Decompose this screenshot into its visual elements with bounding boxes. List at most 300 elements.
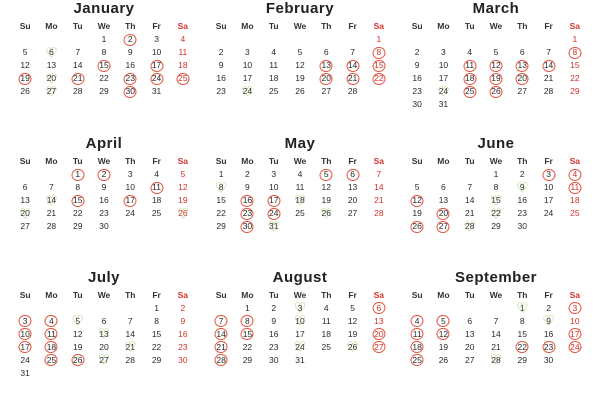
day-cell[interactable]: [234, 181, 260, 194]
day-cell-hearted[interactable]: [12, 207, 38, 220]
day-cell[interactable]: [170, 33, 196, 46]
day-cell[interactable]: [170, 328, 196, 341]
day-cell[interactable]: [457, 181, 483, 194]
day-cell[interactable]: [483, 315, 509, 328]
day-cell[interactable]: [483, 168, 509, 181]
day-cell[interactable]: [509, 328, 535, 341]
day-cell[interactable]: [261, 341, 287, 354]
day-cell[interactable]: [562, 85, 588, 98]
day-cell[interactable]: [117, 181, 143, 194]
day-cell[interactable]: [143, 315, 169, 328]
day-cell[interactable]: [12, 46, 38, 59]
day-cell-circled[interactable]: [91, 168, 117, 181]
day-cell-circled[interactable]: [12, 328, 38, 341]
day-number: 23: [268, 341, 279, 352]
day-cell[interactable]: [562, 194, 588, 207]
day-cell-circled[interactable]: [208, 315, 234, 328]
day-cell[interactable]: [208, 194, 234, 207]
day-cell[interactable]: [91, 341, 117, 354]
day-cell[interactable]: [562, 59, 588, 72]
day-cell[interactable]: [117, 354, 143, 367]
day-cell-circled[interactable]: [313, 168, 339, 181]
day-cell[interactable]: [457, 207, 483, 220]
day-cell-circled[interactable]: [366, 72, 392, 85]
day-cell-circled[interactable]: [313, 59, 339, 72]
day-cell-hearted[interactable]: [117, 341, 143, 354]
day-cell[interactable]: [38, 181, 64, 194]
day-cell[interactable]: [234, 46, 260, 59]
day-cell[interactable]: [430, 59, 456, 72]
day-cell[interactable]: [91, 46, 117, 59]
day-cell[interactable]: [287, 85, 313, 98]
day-cell[interactable]: [313, 328, 339, 341]
day-cell-circled[interactable]: [430, 315, 456, 328]
day-cell[interactable]: [430, 72, 456, 85]
day-cell[interactable]: [535, 354, 561, 367]
day-cell-hearted[interactable]: [91, 328, 117, 341]
day-number: 3: [546, 169, 551, 180]
day-cell[interactable]: [261, 168, 287, 181]
day-cell[interactable]: [170, 168, 196, 181]
day-cell-circled[interactable]: [339, 168, 365, 181]
day-cell-circled[interactable]: [117, 72, 143, 85]
day-cell[interactable]: [261, 46, 287, 59]
day-cell[interactable]: [261, 181, 287, 194]
day-cell[interactable]: [91, 207, 117, 220]
day-cell[interactable]: [339, 46, 365, 59]
day-cell-hearted[interactable]: [38, 72, 64, 85]
day-cell[interactable]: [483, 328, 509, 341]
day-cell-circled[interactable]: [404, 315, 430, 328]
day-cell[interactable]: [457, 46, 483, 59]
day-cell-hearted[interactable]: [535, 315, 561, 328]
day-cell[interactable]: [287, 207, 313, 220]
day-cell[interactable]: [143, 168, 169, 181]
day-cell-circled[interactable]: [366, 302, 392, 315]
day-cell-circled[interactable]: [339, 59, 365, 72]
day-cell[interactable]: [170, 354, 196, 367]
day-number: 30: [178, 354, 188, 365]
day-cell-circled[interactable]: [65, 168, 91, 181]
day-number: 17: [438, 73, 449, 83]
day-cell[interactable]: [430, 354, 456, 367]
day-cell[interactable]: [143, 328, 169, 341]
day-cell-circled[interactable]: [234, 220, 260, 233]
day-number: 20: [347, 195, 358, 206]
day-cell-hearted[interactable]: [483, 194, 509, 207]
day-cell-circled[interactable]: [143, 72, 169, 85]
day-number: 14: [491, 328, 501, 339]
day-cell[interactable]: [261, 354, 287, 367]
day-cell-circled[interactable]: [404, 341, 430, 354]
day-cell[interactable]: [366, 33, 392, 46]
day-cell[interactable]: [509, 46, 535, 59]
day-cell[interactable]: [509, 194, 535, 207]
day-cell-circled[interactable]: [234, 207, 260, 220]
day-cell[interactable]: [483, 46, 509, 59]
day-number: 11: [295, 182, 305, 193]
day-cell[interactable]: [313, 194, 339, 207]
day-cell[interactable]: [117, 59, 143, 72]
day-cell-circled[interactable]: [117, 33, 143, 46]
day-cell[interactable]: [143, 85, 169, 98]
day-cell[interactable]: [208, 207, 234, 220]
day-cell-circled[interactable]: [234, 328, 260, 341]
day-cell-circled[interactable]: [404, 194, 430, 207]
day-cell[interactable]: [143, 302, 169, 315]
day-cell[interactable]: [170, 46, 196, 59]
day-cell-circled[interactable]: [339, 72, 365, 85]
day-cell[interactable]: [287, 354, 313, 367]
day-cell-circled[interactable]: [143, 181, 169, 194]
day-cell[interactable]: [287, 59, 313, 72]
day-cell[interactable]: [208, 85, 234, 98]
day-cell[interactable]: [287, 328, 313, 341]
day-cell-circled[interactable]: [535, 168, 561, 181]
day-cell-hearted[interactable]: [509, 181, 535, 194]
day-cell[interactable]: [38, 59, 64, 72]
day-cell[interactable]: [535, 181, 561, 194]
day-cell[interactable]: [313, 341, 339, 354]
day-cell[interactable]: [457, 341, 483, 354]
day-cell[interactable]: [234, 59, 260, 72]
day-cell-circled[interactable]: [313, 72, 339, 85]
day-cell-hearted[interactable]: [313, 207, 339, 220]
day-cell-hearted[interactable]: [287, 341, 313, 354]
day-cell-circled[interactable]: [562, 302, 588, 315]
day-number: 10: [20, 328, 30, 339]
day-cell-circled[interactable]: [38, 315, 64, 328]
day-cell[interactable]: [208, 59, 234, 72]
day-cell-circled[interactable]: [509, 59, 535, 72]
day-cell[interactable]: [170, 302, 196, 315]
day-cell[interactable]: [12, 85, 38, 98]
day-cell-circled[interactable]: [117, 194, 143, 207]
day-cell-empty: [313, 33, 339, 46]
day-cell[interactable]: [339, 181, 365, 194]
day-cell-circled[interactable]: [509, 72, 535, 85]
weekday-header-row: [12, 21, 196, 31]
day-cell-circled[interactable]: [208, 328, 234, 341]
day-cell[interactable]: [65, 46, 91, 59]
day-cell-hearted[interactable]: [91, 354, 117, 367]
day-cell-hearted[interactable]: [287, 302, 313, 315]
day-cell-circled[interactable]: [143, 59, 169, 72]
day-cell[interactable]: [65, 220, 91, 233]
day-cell[interactable]: [430, 181, 456, 194]
day-cell[interactable]: [12, 59, 38, 72]
day-cell[interactable]: [404, 85, 430, 98]
day-cell[interactable]: [38, 207, 64, 220]
day-number: 24: [242, 86, 253, 96]
day-cell[interactable]: [287, 72, 313, 85]
day-cell[interactable]: [261, 72, 287, 85]
day-cell[interactable]: [535, 85, 561, 98]
day-cell-circled[interactable]: [535, 341, 561, 354]
day-cell-circled[interactable]: [170, 72, 196, 85]
day-cell-circled[interactable]: [65, 72, 91, 85]
day-cell[interactable]: [12, 367, 38, 380]
day-cell[interactable]: [261, 59, 287, 72]
day-cell-hearted[interactable]: [287, 194, 313, 207]
day-cell[interactable]: [562, 33, 588, 46]
day-number: 5: [297, 47, 303, 57]
day-cell[interactable]: [509, 315, 535, 328]
day-cell-circled[interactable]: [404, 328, 430, 341]
day-cell[interactable]: [457, 194, 483, 207]
day-cell[interactable]: [143, 46, 169, 59]
day-cell[interactable]: [234, 72, 260, 85]
day-cell[interactable]: [261, 302, 287, 315]
day-cell-circled[interactable]: [261, 207, 287, 220]
day-cell-circled[interactable]: [562, 168, 588, 181]
day-cell[interactable]: [339, 328, 365, 341]
day-cell-circled[interactable]: [208, 354, 234, 367]
day-cell[interactable]: [509, 85, 535, 98]
day-cell[interactable]: [535, 72, 561, 85]
day-number: 19: [347, 328, 358, 339]
day-cell-circled[interactable]: [457, 59, 483, 72]
day-cell[interactable]: [339, 207, 365, 220]
day-cell[interactable]: [234, 168, 260, 181]
day-cell-circled[interactable]: [12, 72, 38, 85]
weekday-header: Tu: [464, 21, 475, 31]
day-cell-circled[interactable]: [430, 328, 456, 341]
day-cell[interactable]: [12, 194, 38, 207]
day-cell-circled[interactable]: [12, 315, 38, 328]
day-cell-circled[interactable]: [234, 194, 260, 207]
day-cell-circled[interactable]: [457, 85, 483, 98]
day-cell[interactable]: [170, 181, 196, 194]
day-cell-empty: [430, 302, 456, 315]
day-cell[interactable]: [404, 98, 430, 111]
day-cell[interactable]: [117, 328, 143, 341]
day-cell-circled[interactable]: [261, 194, 287, 207]
day-cell[interactable]: [535, 302, 561, 315]
day-cell[interactable]: [313, 46, 339, 59]
day-cell-circled[interactable]: [404, 220, 430, 233]
day-cell[interactable]: [91, 194, 117, 207]
day-cell[interactable]: [170, 194, 196, 207]
day-cell[interactable]: [117, 315, 143, 328]
day-number: 4: [271, 47, 277, 57]
day-cell[interactable]: [562, 315, 588, 328]
day-cell-circled[interactable]: [509, 341, 535, 354]
day-cell[interactable]: [535, 328, 561, 341]
day-cell-hearted[interactable]: [483, 207, 509, 220]
day-cell[interactable]: [535, 194, 561, 207]
day-cell[interactable]: [313, 302, 339, 315]
day-cell[interactable]: [91, 85, 117, 98]
day-cell-circled[interactable]: [562, 181, 588, 194]
day-cell-circled[interactable]: [457, 72, 483, 85]
day-cell-hearted[interactable]: [234, 85, 260, 98]
day-cell[interactable]: [143, 341, 169, 354]
day-cell[interactable]: [208, 168, 234, 181]
day-cell-hearted[interactable]: [339, 341, 365, 354]
day-cell[interactable]: [483, 220, 509, 233]
day-cell[interactable]: [234, 302, 260, 315]
day-cell-circled[interactable]: [366, 341, 392, 354]
day-cell-hearted[interactable]: [38, 194, 64, 207]
day-cell[interactable]: [234, 354, 260, 367]
day-cell[interactable]: [339, 302, 365, 315]
day-cell[interactable]: [313, 85, 339, 98]
day-cell[interactable]: [535, 46, 561, 59]
day-cell[interactable]: [430, 46, 456, 59]
day-cell[interactable]: [339, 315, 365, 328]
day-number: 16: [125, 60, 136, 70]
day-cell[interactable]: [12, 181, 38, 194]
day-cell[interactable]: [313, 315, 339, 328]
day-cell[interactable]: [509, 207, 535, 220]
day-cell[interactable]: [117, 46, 143, 59]
day-cell[interactable]: [91, 33, 117, 46]
day-cell[interactable]: [562, 72, 588, 85]
day-cell-hearted[interactable]: [208, 181, 234, 194]
day-cell[interactable]: [234, 341, 260, 354]
day-number: 25: [570, 208, 580, 219]
day-cell[interactable]: [65, 341, 91, 354]
day-number: 17: [543, 195, 554, 206]
day-number: 31: [20, 367, 30, 378]
day-cell-hearted[interactable]: [38, 46, 64, 59]
day-cell-hearted[interactable]: [430, 85, 456, 98]
day-cell[interactable]: [339, 194, 365, 207]
day-number: 3: [245, 47, 250, 57]
day-cell[interactable]: [562, 207, 588, 220]
day-cell[interactable]: [208, 72, 234, 85]
day-cell[interactable]: [366, 315, 392, 328]
day-cell[interactable]: [117, 207, 143, 220]
day-cell-hearted[interactable]: [287, 315, 313, 328]
day-cell-circled[interactable]: [12, 341, 38, 354]
day-cell-circled[interactable]: [483, 85, 509, 98]
day-cell[interactable]: [91, 181, 117, 194]
day-cell-hearted[interactable]: [483, 354, 509, 367]
month-block: [6, 133, 202, 266]
day-cell-circled[interactable]: [430, 207, 456, 220]
day-number: 27: [464, 354, 475, 365]
day-cell-circled[interactable]: [366, 46, 392, 59]
day-number: 17: [242, 73, 253, 83]
day-cell[interactable]: [261, 315, 287, 328]
day-cell[interactable]: [12, 220, 38, 233]
day-cell-circled[interactable]: [404, 354, 430, 367]
day-cell[interactable]: [65, 59, 91, 72]
day-cell-hearted[interactable]: [261, 220, 287, 233]
day-cell-hearted[interactable]: [170, 207, 196, 220]
day-cell[interactable]: [404, 59, 430, 72]
day-cell[interactable]: [457, 354, 483, 367]
day-cell[interactable]: [430, 341, 456, 354]
day-cell[interactable]: [170, 315, 196, 328]
day-cell[interactable]: [366, 168, 392, 181]
day-cell[interactable]: [404, 46, 430, 59]
day-cell-hearted[interactable]: [509, 302, 535, 315]
day-cell[interactable]: [509, 354, 535, 367]
day-cell-circled[interactable]: [366, 59, 392, 72]
day-cell[interactable]: [117, 168, 143, 181]
day-cell[interactable]: [366, 194, 392, 207]
day-cell[interactable]: [339, 85, 365, 98]
day-cell-circled[interactable]: [430, 220, 456, 233]
day-cell-circled[interactable]: [91, 59, 117, 72]
day-cell-empty: [483, 302, 509, 315]
day-cell[interactable]: [287, 46, 313, 59]
day-cell[interactable]: [91, 315, 117, 328]
day-cell[interactable]: [65, 207, 91, 220]
day-cell-circled[interactable]: [366, 328, 392, 341]
day-cell[interactable]: [170, 341, 196, 354]
day-cell[interactable]: [208, 220, 234, 233]
day-cell[interactable]: [143, 194, 169, 207]
day-cell[interactable]: [430, 98, 456, 111]
day-cell[interactable]: [404, 181, 430, 194]
day-cell-circled[interactable]: [483, 59, 509, 72]
day-cell[interactable]: [261, 328, 287, 341]
day-cell-circled[interactable]: [38, 354, 64, 367]
day-cell-circled[interactable]: [562, 46, 588, 59]
day-cell-hearted[interactable]: [65, 315, 91, 328]
day-cell[interactable]: [208, 46, 234, 59]
day-cell-circled[interactable]: [562, 341, 588, 354]
day-cell-hearted[interactable]: [457, 220, 483, 233]
day-cell[interactable]: [404, 72, 430, 85]
day-cell[interactable]: [65, 181, 91, 194]
day-cell[interactable]: [457, 328, 483, 341]
day-cell-circled[interactable]: [117, 85, 143, 98]
day-cell[interactable]: [143, 207, 169, 220]
day-cell[interactable]: [404, 207, 430, 220]
day-cell[interactable]: [38, 220, 64, 233]
day-cell-circled[interactable]: [208, 341, 234, 354]
day-cell[interactable]: [143, 354, 169, 367]
day-cell[interactable]: [509, 168, 535, 181]
day-cell-hearted[interactable]: [38, 85, 64, 98]
day-cell[interactable]: [457, 315, 483, 328]
day-cell[interactable]: [65, 328, 91, 341]
day-cell[interactable]: [65, 85, 91, 98]
day-cell[interactable]: [91, 220, 117, 233]
day-cell[interactable]: [483, 181, 509, 194]
day-cell-circled[interactable]: [535, 59, 561, 72]
day-cell[interactable]: [366, 181, 392, 194]
day-cell-circled[interactable]: [38, 328, 64, 341]
day-cell[interactable]: [261, 85, 287, 98]
day-cell-circled[interactable]: [562, 328, 588, 341]
day-cell[interactable]: [483, 341, 509, 354]
day-cell[interactable]: [287, 168, 313, 181]
day-cell[interactable]: [313, 181, 339, 194]
weekday-header: Sa: [569, 156, 581, 167]
day-cell[interactable]: [366, 207, 392, 220]
day-cell[interactable]: [143, 33, 169, 46]
day-cell[interactable]: [12, 354, 38, 367]
day-cell[interactable]: [170, 59, 196, 72]
day-cell[interactable]: [430, 194, 456, 207]
day-number: 17: [151, 60, 162, 70]
day-cell-circled[interactable]: [65, 194, 91, 207]
day-cell-circled[interactable]: [38, 341, 64, 354]
day-cell[interactable]: [287, 181, 313, 194]
day-cell[interactable]: [535, 207, 561, 220]
day-cell[interactable]: [91, 72, 117, 85]
day-cell-circled[interactable]: [234, 315, 260, 328]
day-cell-circled[interactable]: [65, 354, 91, 367]
day-cell[interactable]: [509, 220, 535, 233]
day-cell-circled[interactable]: [483, 72, 509, 85]
